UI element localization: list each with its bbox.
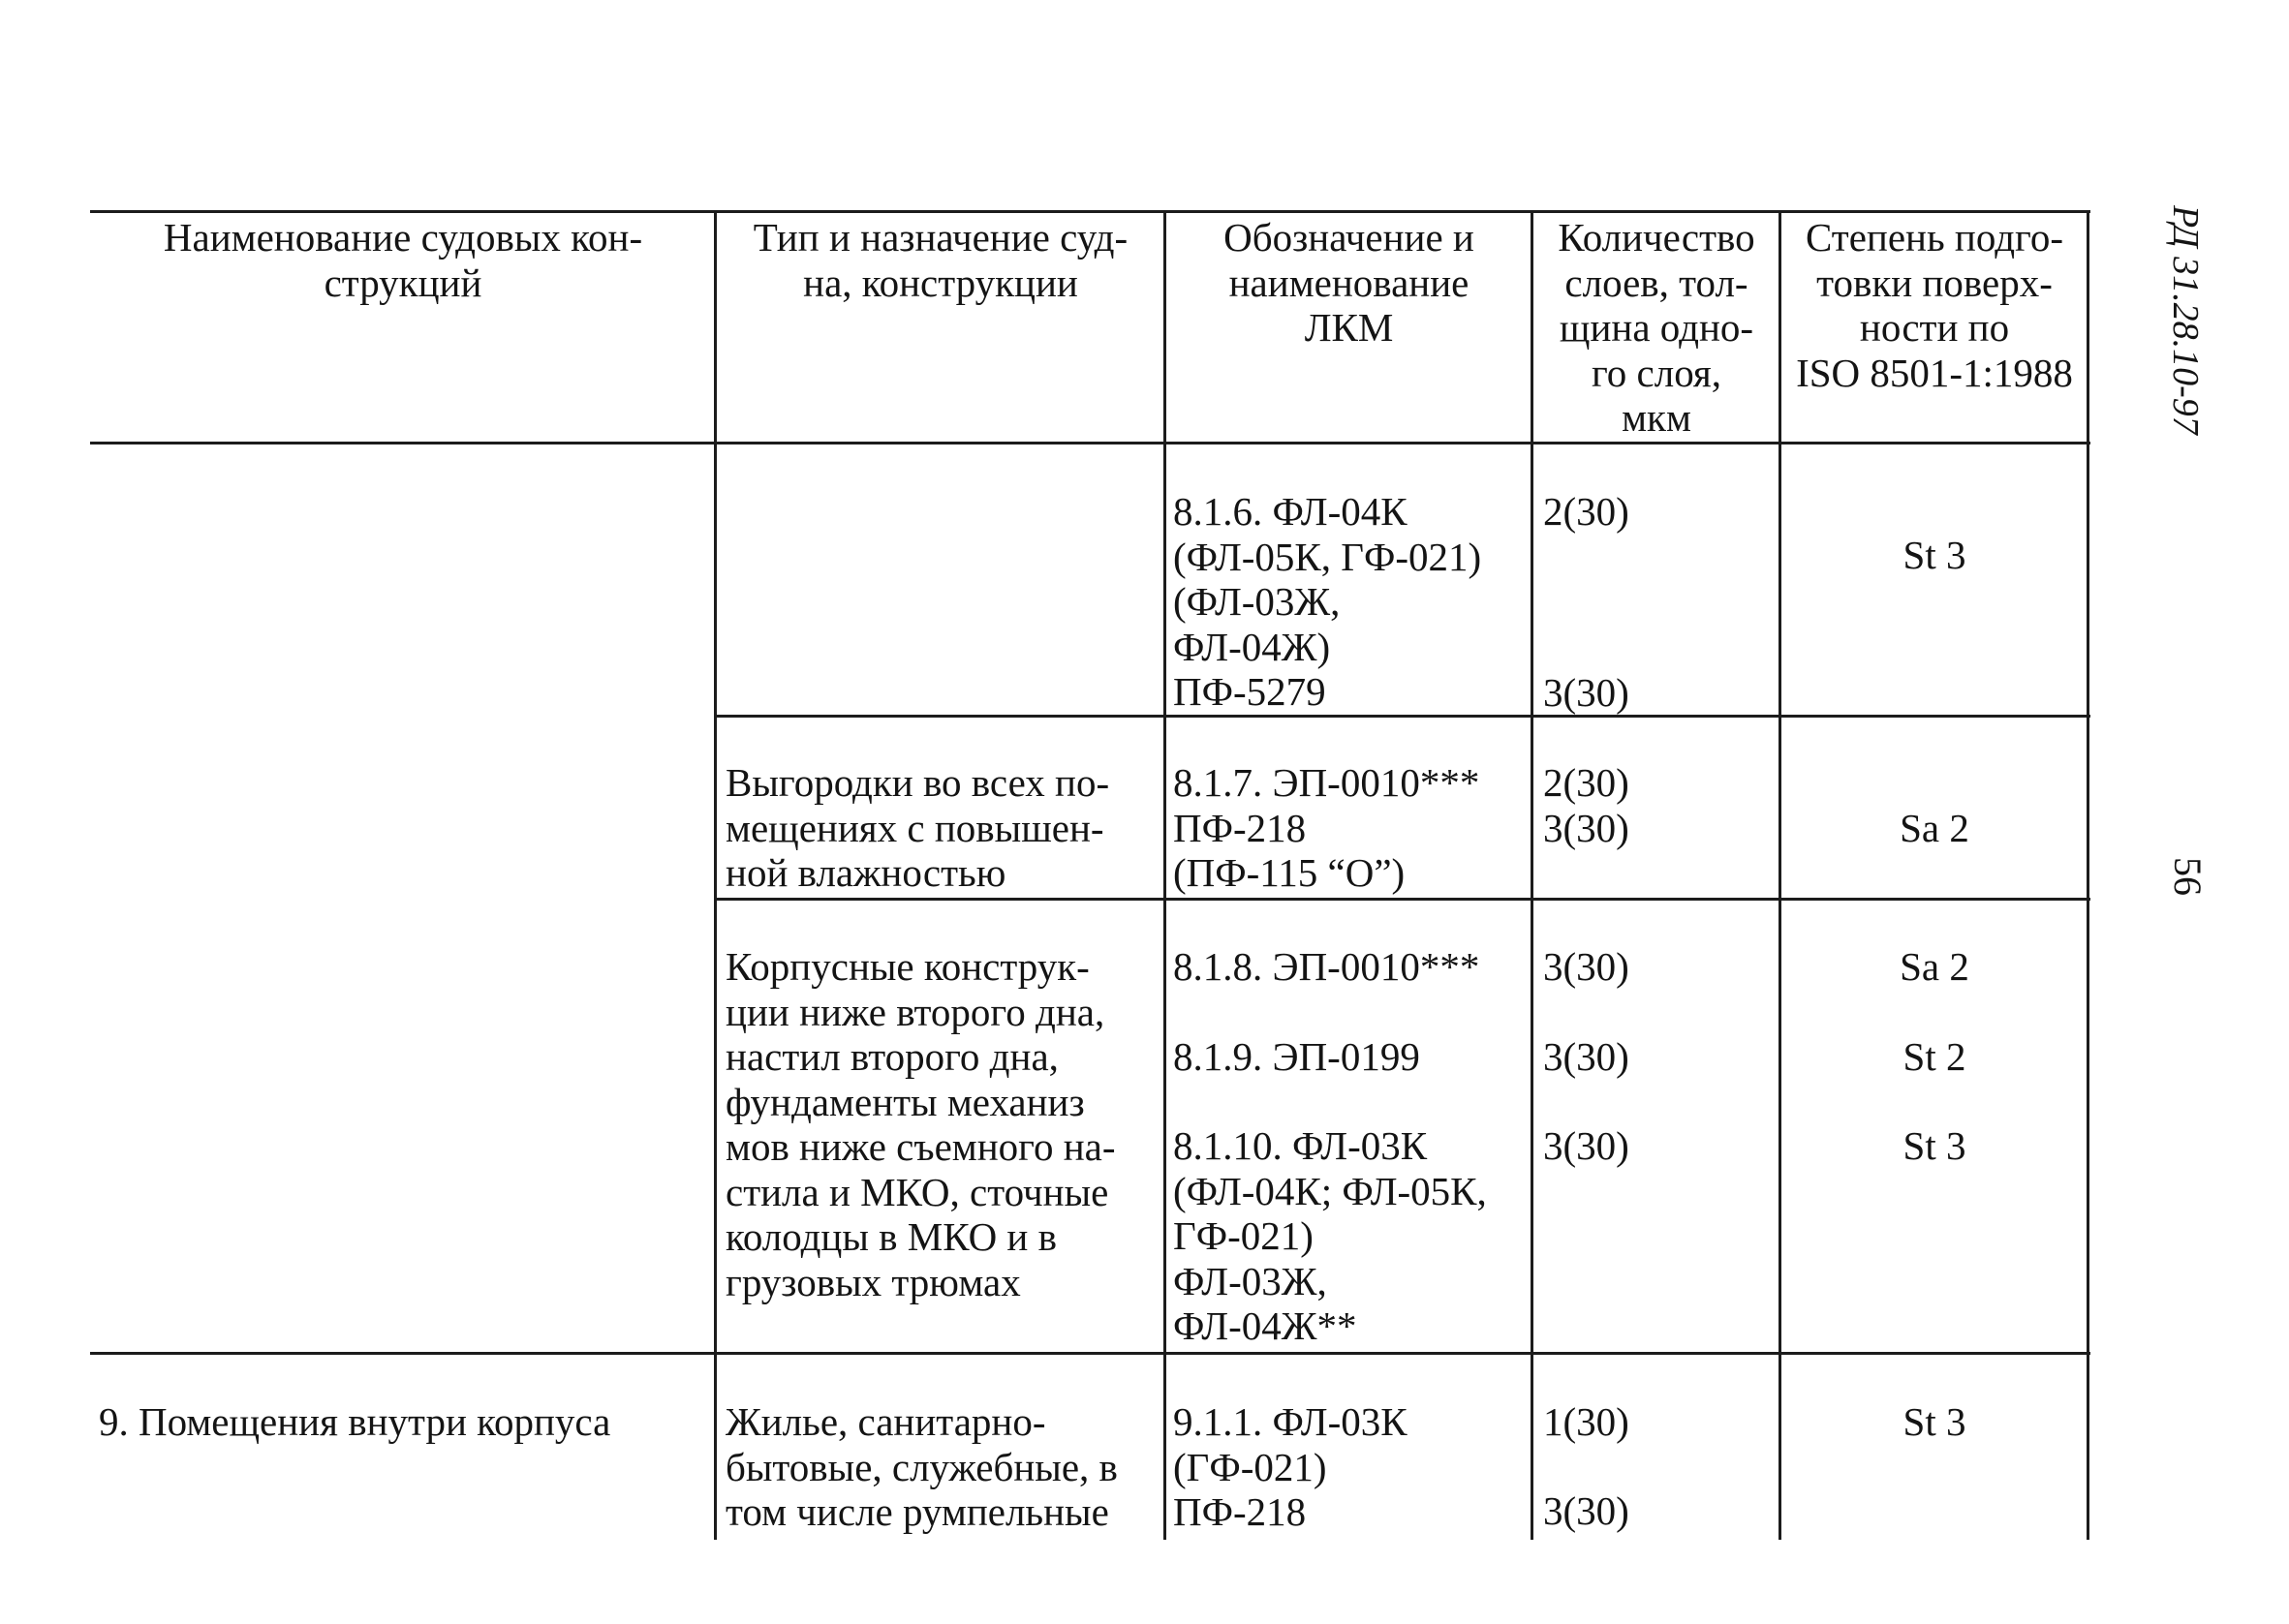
row-divider xyxy=(714,898,2090,901)
table-row-4-layers: 1(30) xyxy=(1543,1399,1629,1444)
table-row-4-layers: 3(30) xyxy=(1543,1488,1629,1533)
header-purpose: Тип и назначение суд- на, конструкции xyxy=(753,215,1129,305)
table-row-4-grade: St 3 xyxy=(1902,1399,1966,1444)
table-row-3-grade: St 2 xyxy=(1902,1034,1966,1079)
row-divider xyxy=(90,1352,2090,1355)
column-divider xyxy=(714,210,717,1540)
header-grade: Степень подго- товки поверх- ности по ISO 8501-1:1988 xyxy=(1796,215,2073,395)
column-divider xyxy=(1163,210,1166,1540)
table-row-2-layers: 2(30) 3(30) xyxy=(1543,760,1629,850)
table-row-3-lkm: 8.1.8. ЭП-0010*** xyxy=(1173,944,1480,989)
table-row-4-structure: 9. Помещения внутри корпуса xyxy=(99,1399,611,1444)
table-row-4-purpose: Жилье, санитарно- бытовые, служебные, в том числе румпельные xyxy=(726,1399,1118,1534)
table-row-1-layers: 3(30) xyxy=(1543,670,1629,715)
table-row-2-grade: Sa 2 xyxy=(1900,806,1969,850)
table-row-3-lkm: 8.1.10. ФЛ-03К (ФЛ-04К; ФЛ-05К, ГФ-021) ФЛ-03Ж, ФЛ-04Ж** xyxy=(1173,1123,1487,1348)
header-divider xyxy=(90,442,2090,444)
header-lkm: Обозначение и наименование ЛКМ xyxy=(1223,215,1474,350)
page-number: 56 xyxy=(2166,857,2210,896)
table-row-3-layers: 3(30) xyxy=(1543,1123,1629,1168)
table-row-4-lkm: 9.1.1. ФЛ-03К (ГФ-021) ПФ-218 xyxy=(1173,1399,1407,1534)
column-divider xyxy=(1779,210,1781,1540)
table-row-2-lkm: 8.1.7. ЭП-0010*** ПФ-218 (ПФ-115 “О”) xyxy=(1173,760,1480,895)
row-divider xyxy=(714,715,2090,718)
table-row-2-purpose: Выгородки во всех по- мещениях с повышен- ной влажностью xyxy=(726,760,1110,895)
table-row-1-lkm: 8.1.6. ФЛ-04К (ФЛ-05К, ГФ-021) (ФЛ-03Ж, ФЛ-04Ж) ПФ-5279 xyxy=(1173,489,1482,714)
table-row-3-grade: Sa 2 xyxy=(1900,944,1969,989)
header-layers: Количество слоев, тол- щина одно- го слоя, мкм xyxy=(1558,215,1755,440)
header-structure: Наименование судовых кон- струкций xyxy=(163,215,643,305)
table-border-top xyxy=(90,210,2090,213)
table-row-3-layers: 3(30) xyxy=(1543,944,1629,989)
column-divider xyxy=(1531,210,1533,1540)
document-code: РД 31.28.10-97 xyxy=(2165,205,2206,435)
table-row-3-layers: 3(30) xyxy=(1543,1034,1629,1079)
table-row-3-purpose: Корпусные конструк- ции ниже второго дна, настил второго дна, фундаменты механиз мов ниже съемного на- стила и МКО, сточные колодцы в МКО и в грузовых трюмах xyxy=(726,944,1116,1304)
table-row-1-layers: 2(30) xyxy=(1543,489,1629,534)
table-border-right xyxy=(2087,210,2089,1540)
table-row-3-grade: St 3 xyxy=(1902,1123,1966,1168)
table-row-3-lkm: 8.1.9. ЭП-0199 xyxy=(1173,1034,1420,1079)
table-row-1-grade: St 3 xyxy=(1902,533,1966,577)
